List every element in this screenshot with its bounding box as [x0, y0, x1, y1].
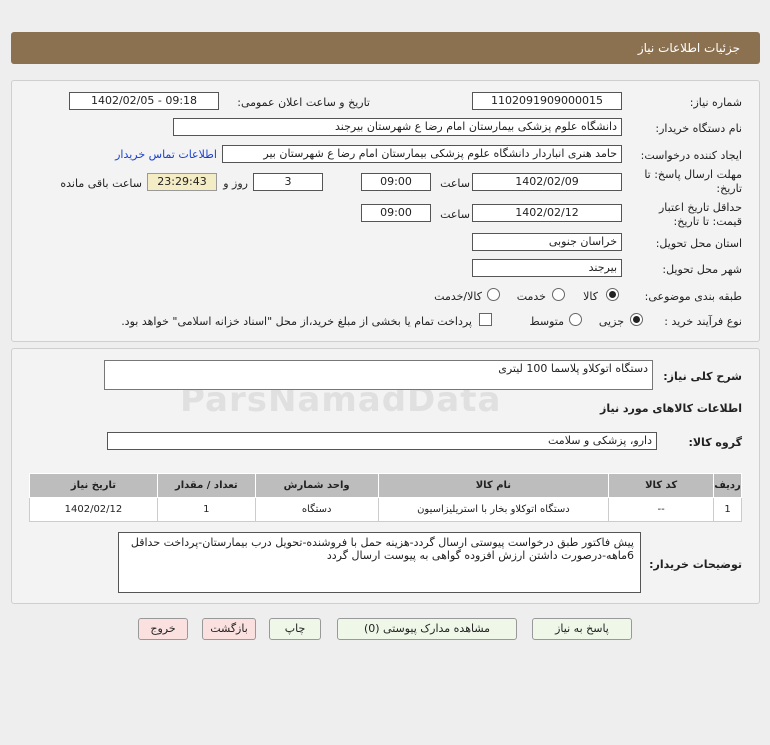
deadline-date-field: 1402/02/09 [472, 173, 622, 191]
col-need-date: تاریخ نیاز [30, 474, 158, 498]
announce-label: تاریخ و ساعت اعلان عمومی: [237, 96, 370, 109]
cell-goods-name: دستگاه اتوکلاو بخار با استریلیزاسیون [378, 498, 609, 522]
city-label: شهر محل تحویل: [662, 263, 742, 276]
treasury-checkbox[interactable] [479, 313, 492, 326]
col-unit: واحد شمارش [255, 474, 378, 498]
col-goods-name: نام کالا [378, 474, 609, 498]
col-row-number: ردیف [714, 474, 742, 498]
remaining-time-field: 23:29:43 [147, 173, 217, 191]
deadline-label-2: تاریخ: [716, 182, 742, 195]
deadline-label: مهلت ارسال پاسخ: تا [644, 168, 742, 181]
deadline-time-field: 09:00 [361, 173, 431, 191]
print-button[interactable]: چاپ [269, 618, 321, 640]
province-label: استان محل تحویل: [655, 237, 742, 250]
back-button[interactable]: بازگشت [202, 618, 256, 640]
purchase-type-label: نوع فرآیند خرید : [664, 315, 742, 328]
purchase-option-minor: جزیی [598, 315, 624, 328]
day-and-label: روز و [223, 177, 248, 190]
page-title: جزئیات اطلاعات نیاز [637, 41, 740, 55]
goods-info-title: اطلاعات کالاهای مورد نیاز [600, 402, 742, 415]
province-field: خراسان جنوبی [472, 233, 622, 251]
col-quantity: تعداد / مقدار [157, 474, 255, 498]
purchase-radio-minor[interactable] [630, 313, 643, 326]
reply-button[interactable]: پاسخ به نیاز [532, 618, 632, 640]
treasury-note: پرداخت تمام یا بخشی از مبلغ خرید،از محل "اسناد خزانه اسلامی" خواهد بود. [121, 315, 472, 328]
goods-group-label: گروه کالا: [688, 436, 742, 449]
validity-label-2: قیمت: تا تاریخ: [673, 215, 742, 228]
buyer-org-label: نام دستگاه خریدار: [655, 122, 742, 135]
validity-label: حداقل تاریخ اعتبار [658, 201, 742, 214]
category-radio-goods-service[interactable] [487, 288, 500, 301]
buyer-notes-label: توضیحات خریدار: [649, 558, 742, 571]
buyer-notes-field: پیش فاکتور طبق درخواست پیوستی ارسال گردد-هزینه حمل با فروشنده-تحویل درب بیمارستان-پرداخت حداقل 6ماهه-درصورت داشتن ارزش افزوده گواهی به پیوست ارسال گردد [118, 532, 641, 593]
summary-label: شرح کلی نیاز: [663, 370, 742, 383]
announce-field: 1402/02/05 - 09:18 [69, 92, 219, 110]
need-number-label: شماره نیاز: [689, 96, 742, 109]
contact-info-link[interactable]: اطلاعات تماس خریدار [115, 148, 217, 161]
table-header-row [30, 474, 742, 498]
cell-need-date: 1402/02/12 [30, 498, 158, 522]
need-number-field: 1102091909000015 [472, 92, 622, 110]
buyer-org-field: دانشگاه علوم پزشکی بیمارستان امام رضا ع شهرستان بیرجند [173, 118, 622, 136]
col-goods-code: کد کالا [609, 474, 714, 498]
view-attachments-button[interactable]: مشاهده مدارک پیوستی (0) [337, 618, 517, 640]
remaining-label: ساعت باقی مانده [60, 177, 142, 190]
goods-table [29, 473, 742, 522]
summary-field: دستگاه اتوکلاو پلاسما 100 لیتری [104, 360, 653, 390]
page-header [11, 32, 760, 64]
category-option-service: خدمت [516, 290, 546, 303]
table-row [30, 498, 742, 522]
cell-unit: دستگاه [255, 498, 378, 522]
exit-button[interactable]: خروج [138, 618, 188, 640]
deadline-hour-label: ساعت [440, 177, 470, 190]
city-field: بیرجند [472, 259, 622, 277]
cell-goods-code: -- [609, 498, 714, 522]
category-radio-goods[interactable] [606, 288, 619, 301]
cell-row-number: 1 [714, 498, 742, 522]
day-count-field: 3 [253, 173, 323, 191]
purchase-option-medium: متوسط [529, 315, 564, 328]
creator-label: ایجاد کننده درخواست: [640, 149, 742, 162]
category-label: طبقه بندی موضوعی: [644, 290, 742, 303]
category-option-goods-service: کالا/خدمت [434, 290, 482, 303]
category-radio-service[interactable] [552, 288, 565, 301]
creator-field: حامد هنری انباردار دانشگاه علوم پزشکی بیمارستان امام رضا ع شهرستان بیر [222, 145, 622, 163]
category-option-goods: کالا [583, 290, 598, 303]
validity-date-field: 1402/02/12 [472, 204, 622, 222]
purchase-radio-medium[interactable] [569, 313, 582, 326]
validity-time-field: 09:00 [361, 204, 431, 222]
cell-quantity: 1 [157, 498, 255, 522]
validity-hour-label: ساعت [440, 208, 470, 221]
goods-group-field: دارو، پزشکی و سلامت [107, 432, 657, 450]
